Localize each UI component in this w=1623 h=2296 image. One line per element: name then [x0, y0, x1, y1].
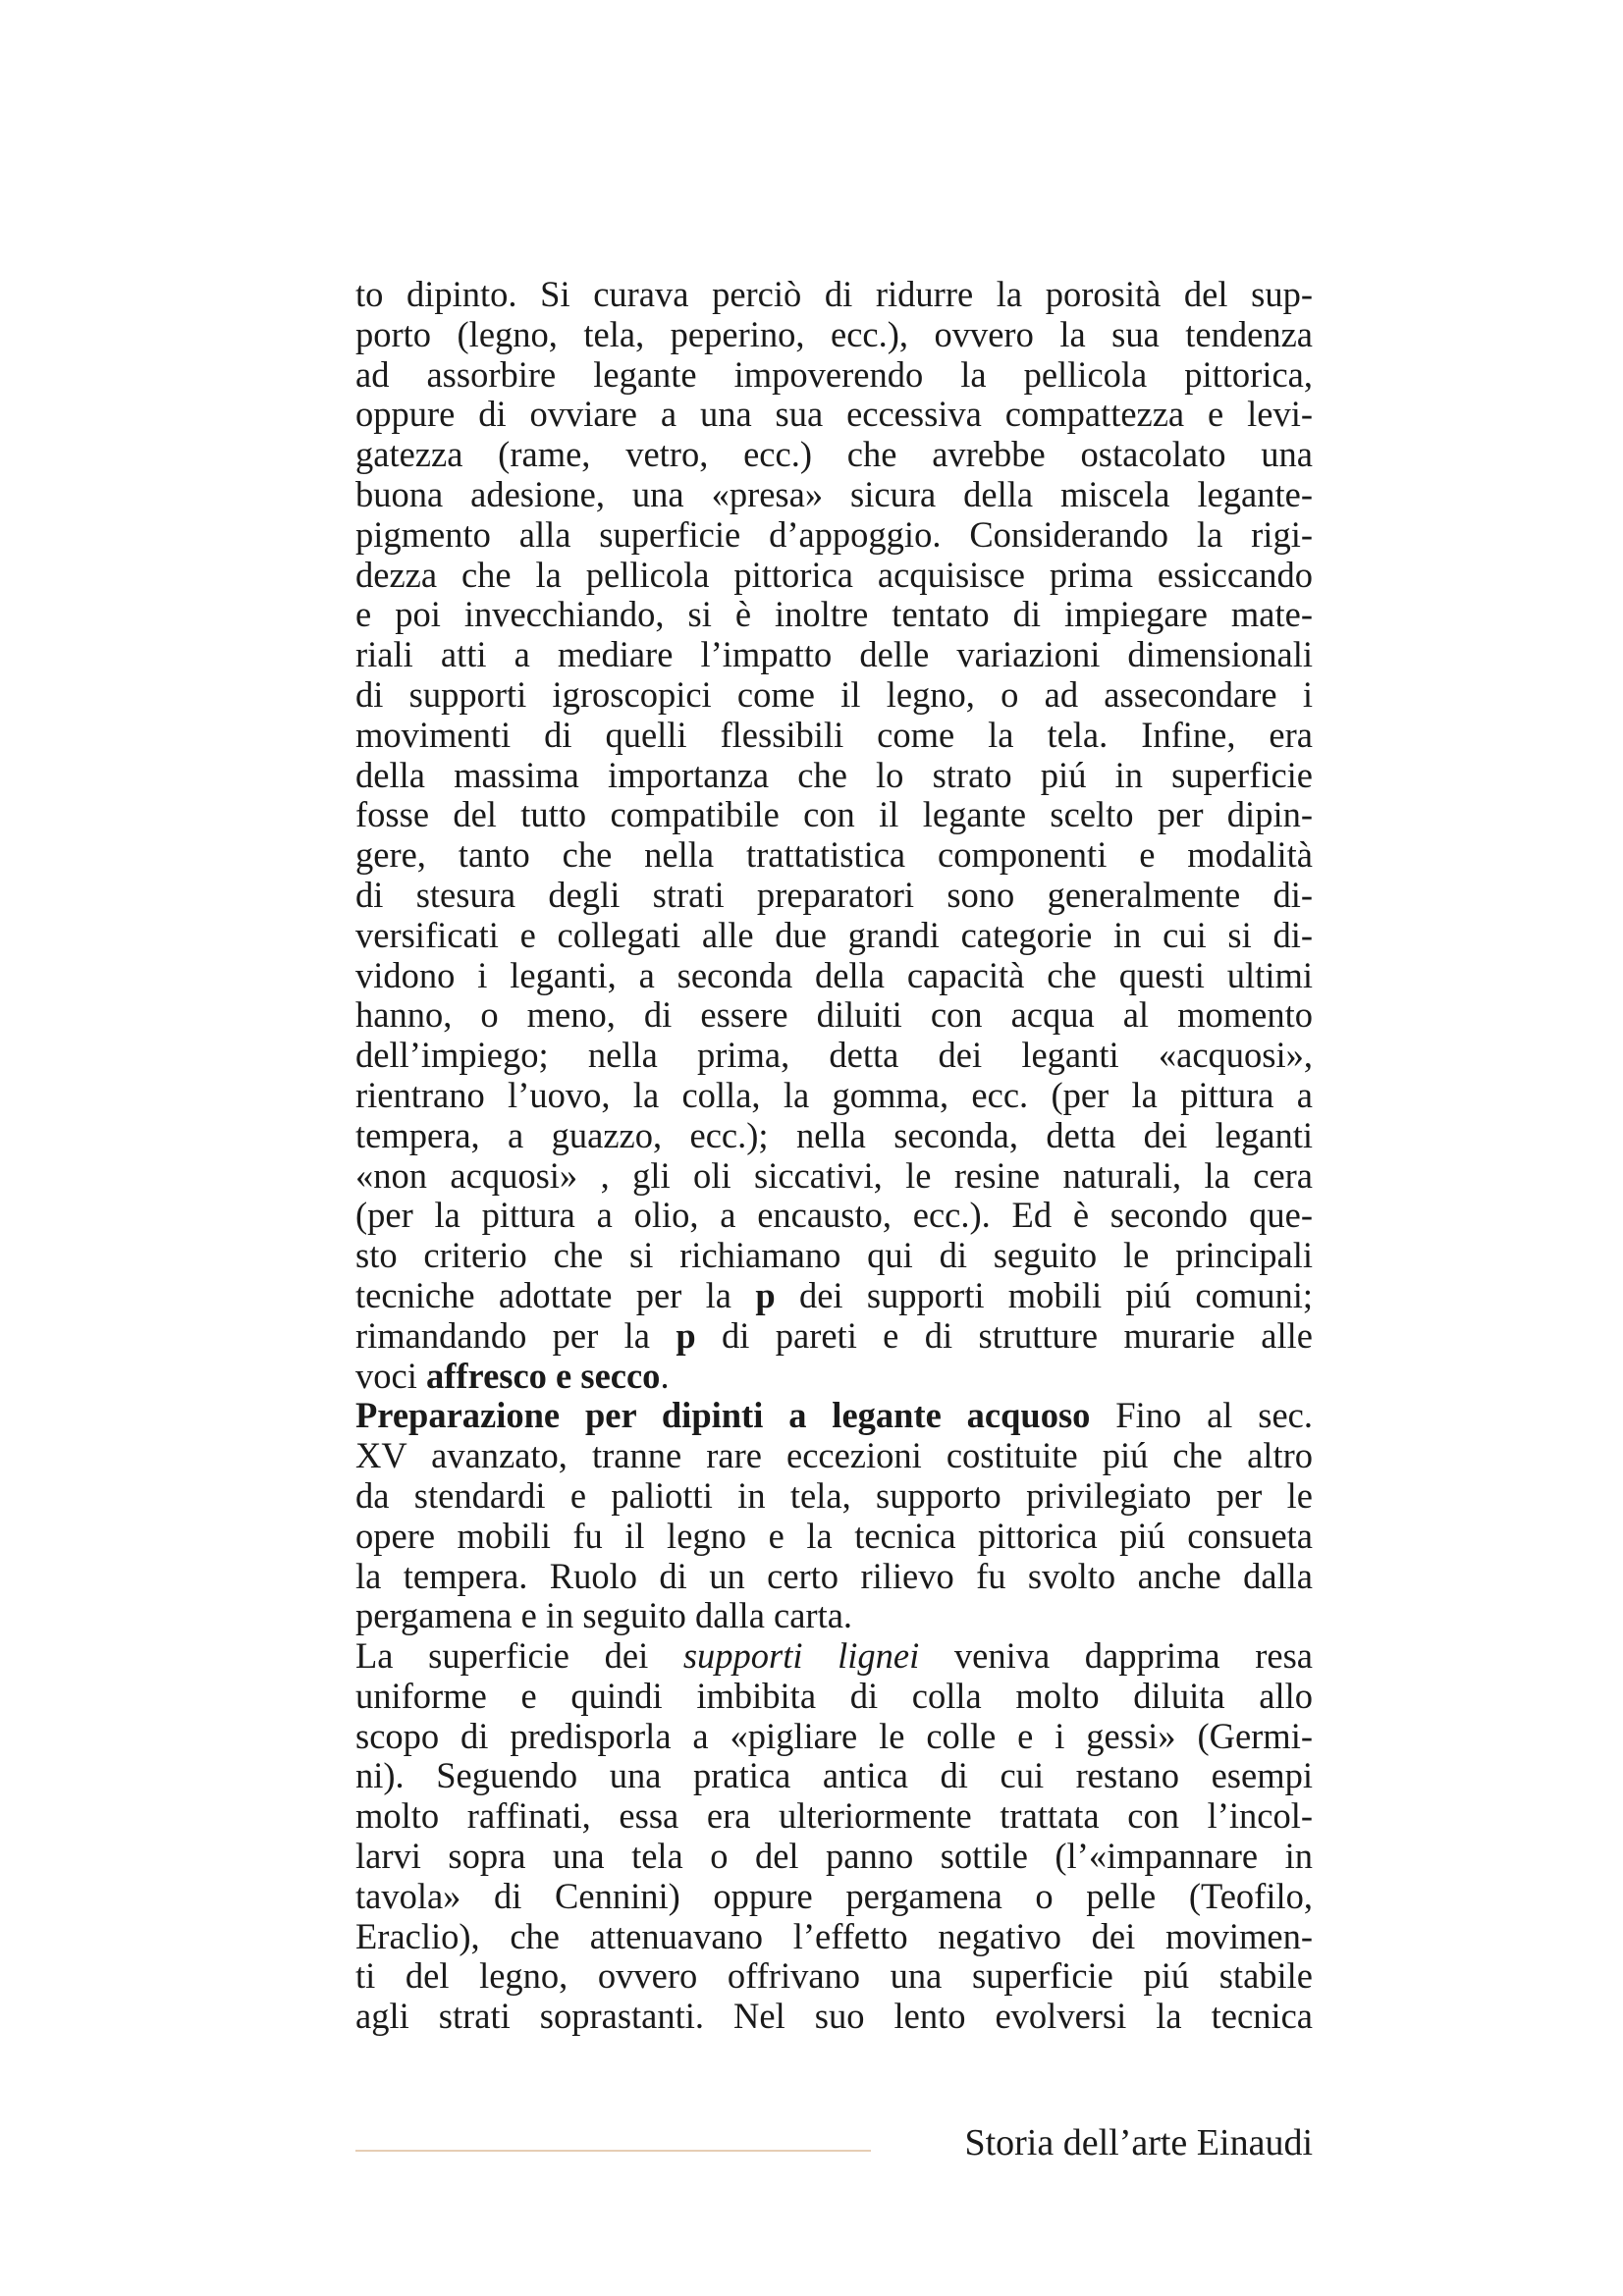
- body-text: [355, 275, 1313, 2037]
- footer-title: Storia dell’arte Einaudi: [964, 2122, 1313, 2163]
- text-line: Eraclio), che attenuavano l’effetto negativo dei movimen-: [355, 1916, 1313, 1956]
- text-line: della massima importanza che lo strato piú in superficie: [355, 755, 1313, 795]
- italic-term: supporti lignei: [682, 1636, 920, 1677]
- text-line: larvi sopra una tela o del panno sottile (l’«impannare in: [355, 1837, 1313, 1877]
- text-line: voci affresco e secco.: [355, 1356, 670, 1396]
- text-line: scopo di predisporla a «pigliare le colle e i gessi» (Germi-: [355, 1716, 1313, 1756]
- text-line: riali atti a mediare l’impatto delle variazioni dimensionali: [355, 635, 1313, 675]
- text-line: tempera, a guazzo, ecc.); nella seconda, detta dei leganti: [355, 1115, 1313, 1155]
- text-line: dell’impiego; nella prima, detta dei leganti «acquosi»,: [355, 1036, 1313, 1076]
- text-line: rientrano l’uovo, la colla, la gomma, ecc. (per la pittura a: [355, 1075, 1313, 1115]
- text-line: uniforme e quindi imbibita di colla molto diluita allo: [355, 1676, 1313, 1716]
- text-line: XV avanzato, tranne rare eccezioni costituite piú che altro: [355, 1436, 1313, 1476]
- text-line: agli strati soprastanti. Nel suo lento evolversi la tecnica: [355, 1997, 1313, 2037]
- text-line: tecniche adottate per la p dei supporti mobili piú comuni;: [355, 1275, 1313, 1315]
- text-line: rimandando per la p di pareti e di strutture murarie alle: [355, 1315, 1313, 1356]
- text-line: movimenti di quelli flessibili come la tela. Infine, era: [355, 715, 1313, 755]
- text-line: ad assorbire legante impoverendo la pellicola pittorica,: [355, 354, 1313, 395]
- cross-reference: affresco e secco: [425, 1356, 661, 1396]
- text-line: fosse del tutto compatibile con il legante scelto per dipin-: [355, 795, 1313, 835]
- text-line: «non acquosi» , gli oli siccativi, le resine naturali, la cera: [355, 1155, 1313, 1196]
- text-line: tavola» di Cennini) oppure pergamena o pelle (Teofilo,: [355, 1876, 1313, 1916]
- text-line: gatezza (rame, vetro, ecc.) che avrebbe ostacolato una: [355, 435, 1313, 475]
- text-line: da stendardi e paliotti in tela, supporto privilegiato per le: [355, 1475, 1313, 1516]
- text-line: porto (legno, tela, peperino, ecc.), ovvero la sua tendenza: [355, 314, 1313, 354]
- text-line: ni). Seguendo una pratica antica di cui restano esempi: [355, 1756, 1313, 1796]
- text-line: di stesura degli strati preparatori sono generalmente di-: [355, 875, 1313, 915]
- text-line: di supporti igroscopici come il legno, o ad assecondare i: [355, 674, 1313, 715]
- bold-term: p: [755, 1275, 776, 1315]
- text-line: pigmento alla superficie d’appoggio. Considerando la rigi-: [355, 514, 1313, 555]
- footer-rule: [355, 2150, 871, 2152]
- text-line: la tempera. Ruolo di un certo rilievo fu svolto anche dalla: [355, 1556, 1313, 1596]
- section-heading: Preparazione per dipinti a legante acquoso: [355, 1396, 1091, 1436]
- bold-term: p: [676, 1315, 696, 1356]
- text-line: e poi invecchiando, si è inoltre tentato di impiegare mate-: [355, 595, 1313, 635]
- text-line: ti del legno, ovvero offrivano una superficie piú stabile: [355, 1956, 1313, 1997]
- text-line: opere mobili fu il legno e la tecnica pittorica piú consueta: [355, 1516, 1313, 1556]
- text-line: sto criterio che si richiamano qui di seguito le principali: [355, 1236, 1313, 1276]
- text-line: pergamena e in seguito dalla carta.: [355, 1596, 853, 1636]
- text-line: oppure di ovviare a una sua eccessiva compattezza e levi-: [355, 395, 1313, 435]
- text-line: hanno, o meno, di essere diluiti con acqua al momento: [355, 995, 1313, 1036]
- text-line: La superficie dei supporti lignei veniva dapprima resa: [355, 1636, 1313, 1677]
- text-line: (per la pittura a olio, a encausto, ecc.). Ed è secondo que-: [355, 1196, 1313, 1236]
- section-heading-line: Preparazione per dipinti a legante acquoso Fino al sec.: [355, 1396, 1313, 1436]
- text-line: vidono i leganti, a seconda della capacità che questi ultimi: [355, 955, 1313, 995]
- text-line: versificati e collegati alle due grandi categorie in cui si di-: [355, 915, 1313, 955]
- text-line: to dipinto. Si curava perciò di ridurre la porosità del sup-: [355, 275, 1313, 314]
- text-line: gere, tanto che nella trattatistica componenti e modalità: [355, 835, 1313, 876]
- text-line: buona adesione, una «presa» sicura della miscela legante-: [355, 474, 1313, 514]
- text-line: dezza che la pellicola pittorica acquisisce prima essiccando: [355, 555, 1313, 595]
- text-line: molto raffinati, essa era ulteriormente trattata con l’incol-: [355, 1796, 1313, 1837]
